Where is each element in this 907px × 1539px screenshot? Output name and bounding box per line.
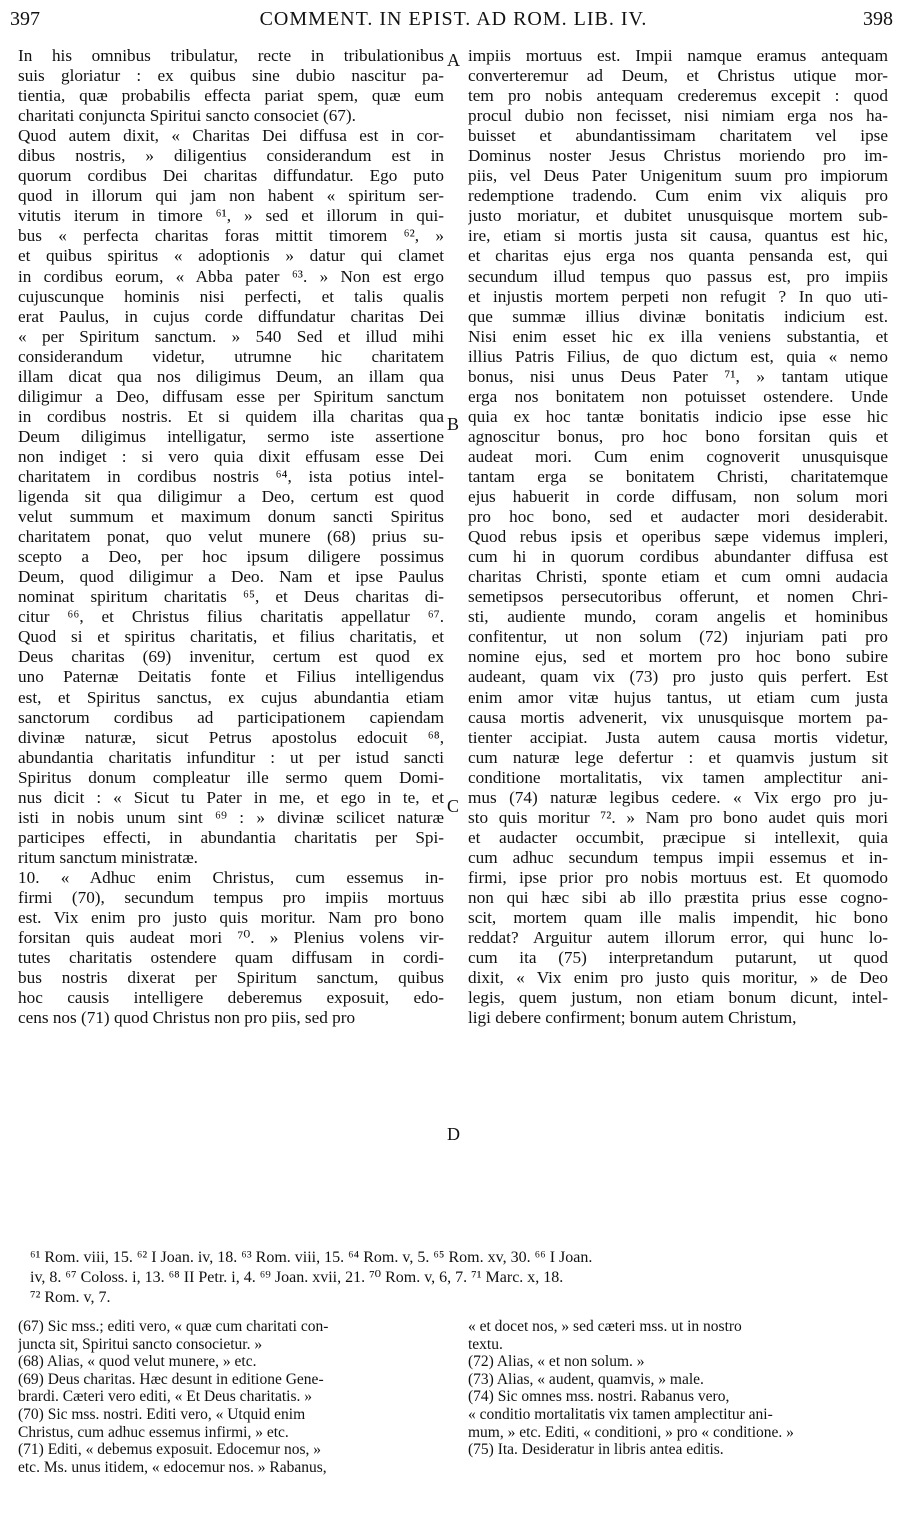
right-column-line: et injustis mortem perpeti non refugit ? In quo uti-: [468, 286, 888, 306]
left-column-line: dibus nostris, » diligentius considerandum est in: [18, 146, 444, 166]
left-column-line: sanctorum cordibus ad participationem capiendam: [18, 707, 444, 727]
left-column-line: participes effecti, in abundantia charitatis per Spi-: [18, 827, 444, 847]
left-column-line: Spiritus donum compleatur ille sermo quem Domi-: [18, 767, 444, 787]
footnote-line: (67) Sic mss.; editi vero, « quæ cum charitati con-: [18, 1318, 329, 1335]
left-column-line: citur ⁶⁶, et Christus filius charitatis appellatur ⁶⁷.: [18, 607, 444, 627]
page-number-right: 398: [863, 8, 893, 30]
footnote-line: juncta sit, Spiritui sancto consocietur. »: [18, 1335, 263, 1353]
left-column-line: charitatem ponat, quo velut munere (68) prius su-: [18, 527, 444, 547]
right-column-line: justo moriatur, et dubitet unusquisque mortem sub-: [468, 206, 888, 226]
footnote-line: etc. Ms. unus itidem, « edocemur nos. » Rabanus,: [18, 1458, 327, 1476]
left-text-column: [18, 46, 444, 1028]
right-column-line: non qui hæc sibi ab illo præstita prius esse cogno-: [468, 887, 888, 907]
right-column-line: Nisi enim esset hic ex illa veniens substantia, et: [468, 326, 888, 346]
left-column-line: « per Spiritum sanctum. » 540 Sed et illud mihi: [18, 326, 444, 346]
right-column-line: firmi, ipse prior pro nobis mortuus est. Et quomodo: [468, 867, 888, 887]
right-column-line: charitas Christi, sponte etiam et cum omni audacia: [468, 567, 888, 587]
right-column-line: confitentur, ut non solum (72) injuriam pati pro: [468, 627, 888, 647]
right-column-line: legis, quem justum, non etiam bonum dicunt, intel-: [468, 988, 888, 1008]
left-column-line: nus dicit : « Sicut tu Pater in me, et ego in te, et: [18, 787, 444, 807]
footnote-line: « conditio mortalitatis vix tamen amplectitur ani-: [468, 1405, 773, 1423]
margin-marker-c: C: [447, 796, 460, 816]
margin-marker-d: D: [447, 1124, 460, 1144]
left-column-line: charitatem in cordibus nostris ⁶⁴, ista potius intel-: [18, 466, 444, 486]
right-column-line: impiis mortuus est. Impii namque eramus antequam: [468, 46, 888, 65]
right-column-line: mus (74) naturæ legibus cedere. « Vix ergo pro ju-: [468, 787, 888, 807]
left-column-line: quorum cordibus Dei charitas diffundatur. Ego puto: [18, 166, 444, 186]
right-column-line: ligi debere confirment; bonum autem Christum,: [468, 1008, 797, 1028]
left-column-line: est, et Spiritus sanctus, ex cujus abundantia etiam: [18, 687, 444, 707]
left-column-line: firmi (70), secundum tempus pro impiis mortuus: [18, 887, 444, 907]
left-column-line: Deum, quod diligimur a Deo. Nam et ipse Paulus: [18, 567, 444, 587]
right-text-column: [468, 46, 888, 1028]
footnote-line: brardi. Cæteri vero editi, « Et Deus charitatis. »: [18, 1388, 312, 1406]
left-column-line: cens nos (71) quod Christus non pro piis, sed pro: [18, 1008, 356, 1028]
left-column-line: ritum sanctum ministratæ.: [18, 847, 198, 867]
right-column-line: enim amor vitæ hujus tantus, ut etiam cum justa: [468, 687, 888, 707]
right-column-line: conditione mortalitatis, vix tamen amplectitur ani-: [468, 767, 888, 787]
scripture-references: [30, 1248, 890, 1308]
right-column-line: tantam erga se bonitatem Christi, charitatemque: [468, 466, 888, 486]
left-column-line: In his omnibus tribulatur, recte in tribulationibus: [18, 46, 444, 65]
margin-marker-a: A: [447, 50, 460, 70]
right-column-line: cum naturæ lege defertur : et quamvis justum sit: [468, 747, 888, 767]
left-column-line: abundantia charitatis infunditur : ut per istud sancti: [18, 747, 444, 767]
right-column-line: erga nos bonitatem non potuisset ostendere. Unde: [468, 386, 888, 406]
left-column-line: Quod si et spiritus charitatis, et filius charitatis, et: [18, 627, 444, 647]
left-column-line: Deum diligimus intelligatur, sermo iste assertione: [18, 426, 444, 446]
left-column-line: diligimur a Deo, diffusam esse per Spiritum sanctum: [18, 386, 444, 406]
left-column-line: charitati conjuncta Spiritui sancto consociet (67).: [18, 106, 356, 126]
left-column-line: considerandum videtur, utrumne hic charitatem: [18, 346, 444, 366]
left-column-line: in cordibus nostris. Et si quidem illa charitas qua: [18, 406, 444, 426]
running-header: [0, 8, 907, 38]
right-column-line: ejus habuerit in corde diffusam, non solum mori: [468, 487, 888, 507]
right-column-line: semetipsos persecutoribus offerunt, et nomen Chri-: [468, 587, 888, 607]
right-column-line: scit, mortem quam ille malis impendit, hic bono: [468, 908, 888, 928]
left-column-line: divinæ naturæ, sicut Petrus apostolus edocuit ⁶⁸,: [18, 727, 444, 747]
reference-line: ⁷² Rom. v, 7.: [30, 1289, 111, 1306]
left-column-line: vitutis iterum in timore ⁶¹, » sed et illorum in qui-: [18, 206, 444, 226]
left-column-line: 10. « Adhuc enim Christus, cum essemus in-: [18, 867, 444, 887]
footnote-line: (70) Sic mss. nostri. Editi vero, « Utquid enim: [18, 1405, 306, 1423]
footnote-line: Christus, cum adhuc essemus infirmi, » etc.: [18, 1423, 289, 1441]
left-column-line: tutes charitatis ostendere quam diffusam in cordi-: [18, 948, 444, 968]
left-column-line: quod in illorum qui jam non habent « spiritum ser-: [18, 186, 444, 206]
left-column-line: nominat spiritum charitatis ⁶⁵, et Deus charitas di-: [18, 587, 444, 607]
right-column-line: tienter accipiat. Justa autem causa mortis videtur,: [468, 727, 888, 747]
running-title: COMMENT. IN EPIST. AD ROM. LIB. IV.: [259, 8, 648, 30]
right-column-line: agnoscitur bonus, pro hoc bono forsitan quis et: [468, 426, 888, 446]
right-column-line: redemptione tradendo. Cum enim vix aliquis pro: [468, 186, 888, 206]
left-column-line: illam dicat qua nos diligimus Deum, an illam qua: [18, 366, 444, 386]
footnote-line: (75) Ita. Desideratur in libris antea editis.: [468, 1441, 724, 1459]
left-column-line: in cordibus eorum, « Abba pater ⁶³. » Non est ergo: [18, 266, 444, 286]
right-column-line: dixit, « Vix enim pro justo quis moritur, » de Deo: [468, 968, 888, 988]
right-column-line: cum hi in quorum cordibus abundanter diffusa est: [468, 547, 888, 567]
margin-marker-b: B: [447, 414, 460, 434]
footnote-line: « et docet nos, » sed cæteri mss. ut in nostro: [468, 1318, 742, 1335]
right-column-line: que summæ illius divinæ bonitatis indicium est.: [468, 306, 888, 326]
left-column-line: suis gloriatur : ex quibus sine dubio nascitur pa-: [18, 66, 444, 86]
left-column-line: isti in nobis unum sint ⁶⁹ : » divinæ scilicet naturæ: [18, 807, 444, 827]
right-column-line: procul dubio non fecisset, nisi nimiam erga nos ha-: [468, 106, 888, 126]
footnote-line: textu.: [468, 1335, 503, 1353]
footnotes-right: [468, 1318, 888, 1459]
footnote-line: (74) Sic omnes mss. nostri. Rabanus vero,: [468, 1388, 730, 1406]
left-column-line: et quibus spiritus « adoptionis » datur qui clamet: [18, 246, 444, 266]
right-column-line: nomine ejus, sed et mortem pro hoc bono subire: [468, 647, 888, 667]
right-column-line: illius Patris Filius, de quo dictum est, quia « nemo: [468, 346, 888, 366]
right-column-line: Dominus noster Jesus Christus moriendo pro im-: [468, 146, 888, 166]
footnote-line: (71) Editi, « debemus exposuit. Edocemur nos, »: [18, 1441, 322, 1459]
right-column-line: buisset et abundantissimam charitatem vel ipse: [468, 126, 888, 146]
left-column-line: cujuscunque hominis nisi perfecti, et talis qualis: [18, 286, 444, 306]
footnote-line: mum, » etc. Editi, « conditioni, » pro « conditione. »: [468, 1423, 794, 1441]
footnote-line: (68) Alias, « quod velut munere, » etc.: [18, 1353, 257, 1371]
left-column-line: forsitan quis audeat mori ⁷⁰. » Plenius volens vir-: [18, 928, 444, 948]
right-column-line: bonus, nisi unus Deus Pater ⁷¹, » tantam utique: [468, 366, 888, 386]
right-column-line: audeant, quam vix (73) pro justo quis perfert. Est: [468, 667, 888, 687]
footnote-line: (72) Alias, « et non solum. »: [468, 1353, 645, 1371]
footnote-line: (73) Alias, « audent, quamvis, » male.: [468, 1370, 704, 1388]
right-column-line: converteremur ad Deum, et Christus utique mor-: [468, 66, 888, 86]
reference-line: ⁶¹ Rom. viii, 15. ⁶² I Joan. iv, 18. ⁶³ Rom. viii, 15. ⁶⁴ Rom. v, 5. ⁶⁵ Rom. xv, 30. ⁶⁶ I Joan.: [30, 1249, 593, 1266]
left-column-line: velut summum et maximum donum sancti Spiritus: [18, 507, 444, 527]
right-column-line: causa mortis advenerit, vix unusquisque mortem pa-: [468, 707, 888, 727]
left-column-line: bus « perfecta charitas foras mittit timorem ⁶², »: [18, 226, 444, 246]
left-column-line: tientia, quæ probabilis effecta pariat spem, quæ eum: [18, 86, 444, 106]
right-column-line: sto quis moritur ⁷². » Nam pro bono audet quis mori: [468, 807, 888, 827]
left-column-line: Quod autem dixit, « Charitas Dei diffusa est in cor-: [18, 126, 444, 146]
right-column-line: sti, audiente mundo, coram angelis et hominibus: [468, 607, 888, 627]
right-column-line: et charitas ejus erga nos quanta pensanda est, qui: [468, 246, 888, 266]
right-column-line: cum adhuc secundum tempus impii essemus et in-: [468, 847, 888, 867]
left-column-line: ligenda sit qua diligimur a Deo, certum est quod: [18, 487, 444, 507]
footnotes-left: [18, 1318, 448, 1476]
right-column-line: et audacter occumbit, præcipue si intellexit, quia: [468, 827, 888, 847]
right-column-line: audeat mori. Cum enim cognoverit unusquisque: [468, 446, 888, 466]
right-column-line: reddat? Arguitur autem illorum error, qui hunc lo-: [468, 928, 888, 948]
left-column-line: scepto a Deo, per hoc ipsum diligere possimus: [18, 547, 444, 567]
right-column-line: cum ita (75) interpretandum putarunt, ut quod: [468, 948, 888, 968]
right-column-line: ire, etiam si mortis justa sit causa, quantus est hic,: [468, 226, 888, 246]
left-column-line: erat Paulus, in cujus corde diffundatur charitas Dei: [18, 306, 444, 326]
reference-line: iv, 8. ⁶⁷ Coloss. i, 13. ⁶⁸ II Petr. i, 4. ⁶⁹ Joan. xvii, 21. ⁷⁰ Rom. v, 6, 7. ⁷¹ Marc. x, 18.: [30, 1269, 564, 1286]
left-column-line: hoc causis intelligere deberemus exposuit, edo-: [18, 988, 444, 1008]
footnote-line: (69) Deus charitas. Hæc desunt in editione Gene-: [18, 1370, 324, 1388]
right-column-line: pro hoc bono, sed et audacter mori desiderabit.: [468, 507, 888, 527]
right-column-line: Quod rebus ipsis et operibus sæpe videmus impleri,: [468, 527, 888, 547]
page-number-left: 397: [10, 8, 40, 30]
right-column-line: secundum illud tempus quo passus est, pro impiis: [468, 266, 888, 286]
left-column-line: est. Vix enim pro justo quis moritur. Nam pro bono: [18, 908, 444, 928]
left-column-line: non indiget : si vero quia dixit effusam esse Dei: [18, 446, 444, 466]
left-column-line: bus nostris dixerat per Spiritum sanctum, quibus: [18, 968, 444, 988]
left-column-line: uno Paternæ Deitatis fonte et Filius intelligendus: [18, 667, 444, 687]
right-column-line: piis, vel Deus Pater Unigenitum suum pro impiorum: [468, 166, 888, 186]
left-column-line: Deus charitas (69) invenitur, certum est quod ex: [18, 647, 444, 667]
right-column-line: quia ex hoc tantæ bonitatis indicio ipse esse hic: [468, 406, 888, 426]
right-column-line: tem pro nobis antequam crederemus excepit : quod: [468, 86, 888, 106]
